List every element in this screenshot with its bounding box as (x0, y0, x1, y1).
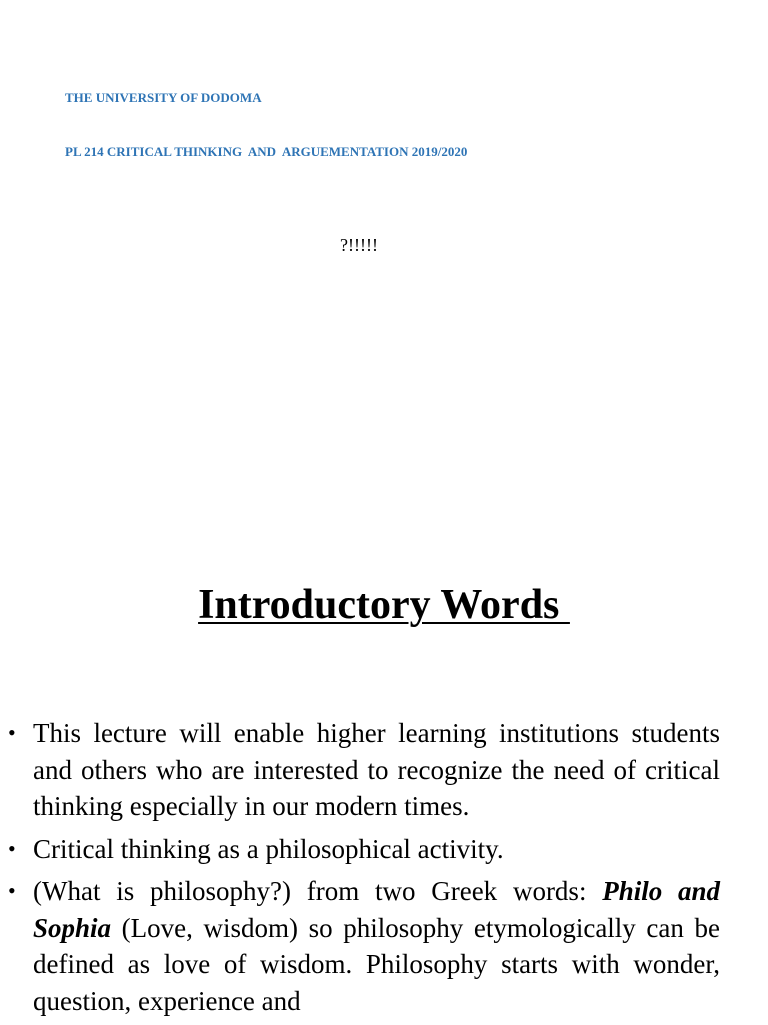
list-item-text-after: (Love, wisdom) so philosophy etymologically can be defined as love of wisdom. Philosophy starts with wonder, question, experience and (33, 912, 720, 1016)
bullet-icon: • (8, 835, 16, 861)
section-title (0, 578, 768, 632)
list-item (8, 831, 720, 868)
course-title: PL 214 CRITICAL THINKING AND ARGUEMENTATION 2019/2020 (65, 144, 468, 159)
list-item-text: Critical thinking as a philosophical activity. (33, 833, 504, 864)
list-item (8, 715, 720, 825)
question-exclamation-marks: ?!!!!! (340, 235, 378, 255)
list-item (8, 873, 720, 1019)
document-header (65, 53, 467, 179)
greek-words-emphasis: Philo and Sophia (33, 876, 720, 943)
bullet-icon: • (8, 720, 16, 745)
list-item-text-before: (What is philosophy?) from two Greek words: (33, 876, 603, 906)
section-title-text: Introductory Words (198, 582, 570, 628)
list-item-text: This lecture will enable higher learning institutions students and others who are interested to recognize the need of critical thinking especially in our modern times. (33, 718, 720, 821)
bullet-list (0, 715, 768, 1025)
bullet-icon: • (8, 878, 16, 903)
university-name: THE UNIVERSITY OF DODOMA (65, 90, 262, 105)
